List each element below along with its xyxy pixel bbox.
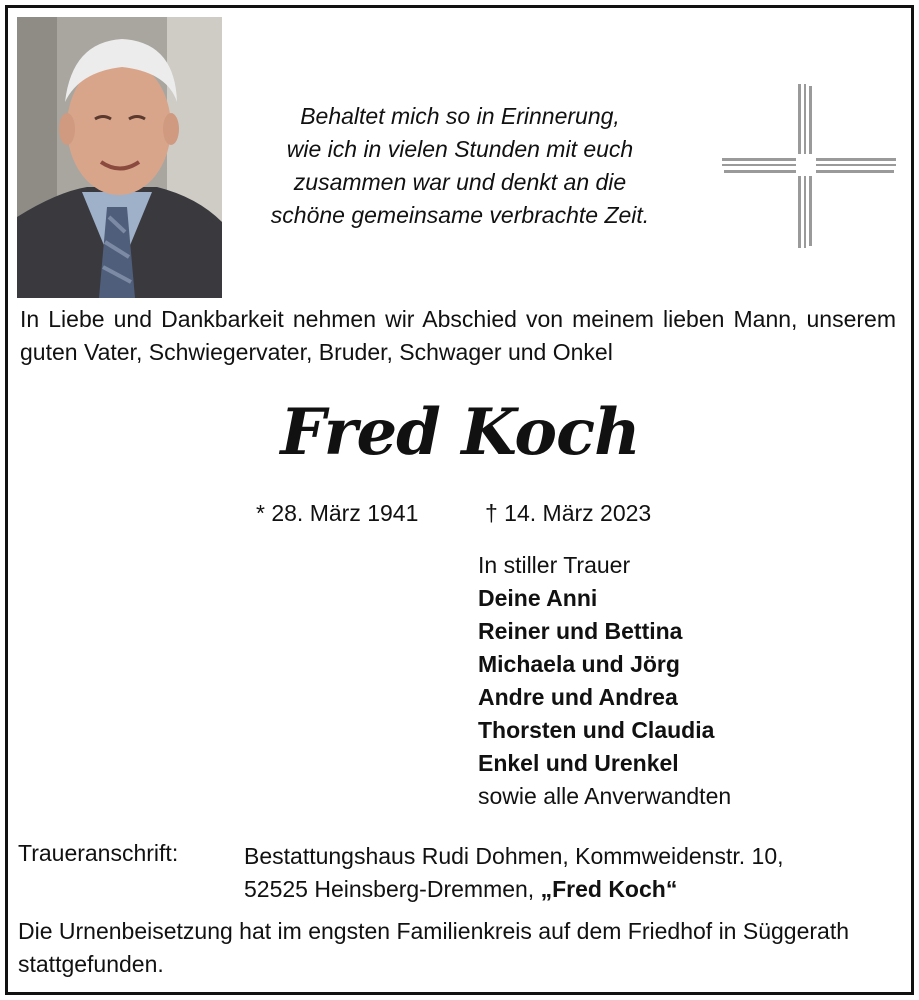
mourner-name: Thorsten und Claudia <box>478 717 715 743</box>
cross-icon <box>718 82 900 252</box>
relatives-line: sowie alle Anverwandten <box>478 783 732 809</box>
address-label: Traueranschrift: <box>18 840 179 866</box>
mourning-intro: In stiller Trauer <box>478 552 631 578</box>
mourner-name: Deine Anni <box>478 585 598 611</box>
address-line-1: Bestattungshaus Rudi Dohmen, Kommweidenstr. 10, <box>244 843 784 869</box>
address-city: 52525 Heinsberg-Dremmen, <box>244 876 541 902</box>
mourning-address <box>244 840 784 906</box>
memorial-quote <box>232 100 688 232</box>
burial-note: Die Urnenbeisetzung hat im engsten Familienkreis auf dem Friedhof in Süggerath stattgefunden. <box>18 918 849 977</box>
portrait-photo <box>17 17 222 298</box>
quote-line: Behaltet mich so in Erinnerung, <box>300 103 620 129</box>
death-date: † 14. März 2023 <box>485 500 652 526</box>
mourners-list <box>478 549 731 813</box>
deceased-name: Fred Koch <box>280 395 640 470</box>
quote-line: schöne gemeinsame verbrachte Zeit. <box>270 202 650 228</box>
mourner-name: Michaela und Jörg <box>478 651 680 677</box>
quote-line: zusammen war und denkt an die <box>293 169 627 195</box>
birth-date: * 28. März 1941 <box>256 500 419 526</box>
address-line-2 <box>244 873 784 906</box>
address-reference: „Fred Koch“ <box>540 876 678 902</box>
mourner-name: Andre und Andrea <box>478 684 678 710</box>
quote-line: wie ich in vielen Stunden mit euch <box>286 136 634 162</box>
mourner-name: Reiner und Bettina <box>478 618 683 644</box>
intro-text: In Liebe und Dankbarkeit nehmen wir Abschied von meinem lieben Mann, unserem guten Vater, Schwiegervater, Bruder, Schwager und Onkel <box>20 306 896 365</box>
mourner-name: Enkel und Urenkel <box>478 750 679 776</box>
